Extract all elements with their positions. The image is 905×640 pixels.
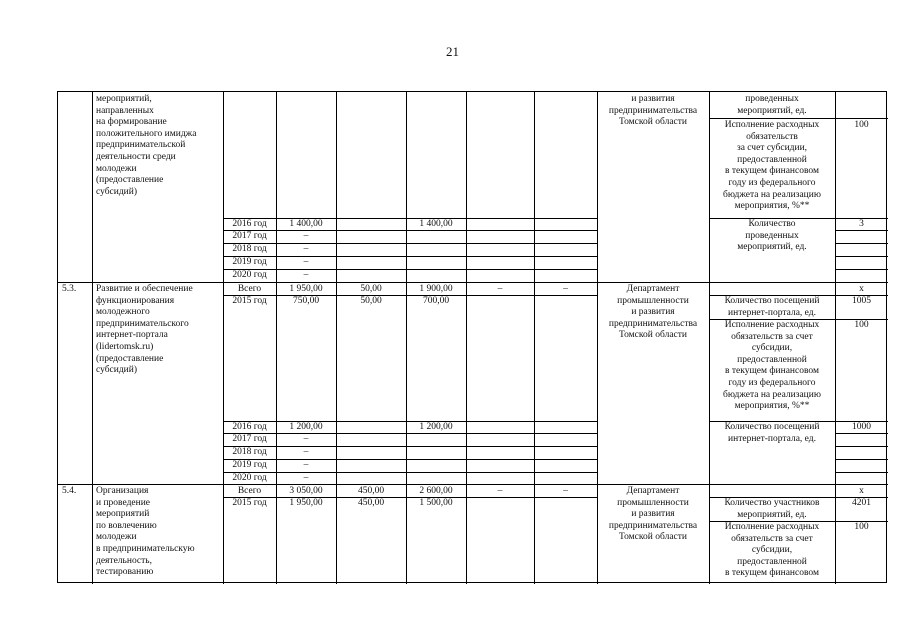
indicator-name-line: интернет-портала, ед. bbox=[728, 307, 816, 318]
indicator-name-line: мероприятий, ед. bbox=[737, 242, 807, 253]
executor-line: промышленности bbox=[617, 497, 689, 508]
year-cell: 2018 год bbox=[232, 244, 267, 254]
executor-line: предпринимательства bbox=[608, 520, 698, 531]
indicator-name-line: Количество участников bbox=[724, 498, 820, 508]
total-cell: – bbox=[303, 257, 309, 267]
indicator-value: 100 bbox=[854, 522, 869, 532]
year-cell: 2019 год bbox=[232, 460, 267, 470]
total-cell: 3 050,00 bbox=[289, 486, 323, 496]
total-cell: 1 200,00 bbox=[289, 422, 323, 432]
grid-hline bbox=[835, 243, 888, 244]
grid-vline bbox=[709, 92, 710, 584]
indicator-value: х bbox=[859, 284, 864, 294]
program-table bbox=[57, 91, 887, 583]
total-cell: 1 400,00 bbox=[289, 219, 323, 229]
grid-hline bbox=[835, 256, 888, 257]
measure-name-line: предпринимательской bbox=[96, 140, 186, 151]
total-cell: – bbox=[303, 434, 309, 444]
measure-name-line: (предоставление bbox=[96, 353, 164, 364]
indicator-name-line: проведенных bbox=[745, 94, 799, 104]
measure-name-line: положительного имиджа bbox=[96, 128, 197, 139]
executor-line: и развития bbox=[631, 94, 675, 104]
indicator-name-line: мероприятий, ед. bbox=[737, 105, 807, 116]
indicator-name-line: проведенных bbox=[745, 230, 799, 241]
indicator-name-line: в текущем финансовом bbox=[725, 166, 819, 177]
measure-name-line: деятельности среди bbox=[96, 152, 176, 162]
regional-cell: 1 900,00 bbox=[419, 284, 453, 294]
measure-name-line: молодежи bbox=[96, 163, 137, 174]
measure-name-line: и проведение bbox=[96, 497, 150, 508]
measure-name-line: деятельность, bbox=[96, 555, 153, 566]
measure-name-line: функционирования bbox=[96, 295, 175, 306]
indicator-name-line: за счет субсидии, bbox=[736, 143, 808, 154]
total-cell: – bbox=[303, 231, 309, 241]
total-cell: – bbox=[303, 447, 309, 457]
indicator-name-line: Количество bbox=[748, 219, 796, 229]
federal-cell: 50,00 bbox=[360, 284, 382, 294]
other-cell: – bbox=[563, 486, 568, 496]
grid-vline bbox=[223, 92, 224, 584]
grid-vline bbox=[92, 92, 93, 584]
measure-name-line: субсидий) bbox=[96, 365, 138, 376]
year-cell: 2016 год bbox=[232, 219, 267, 229]
executor-line: и развития bbox=[631, 307, 675, 318]
indicator-value: 1005 bbox=[852, 296, 871, 306]
measure-name-line: молодежного bbox=[96, 307, 150, 318]
total-cell: – bbox=[303, 270, 309, 280]
year-cell: 2015 год bbox=[232, 296, 267, 306]
year-cell: Всего bbox=[237, 486, 262, 496]
regional-cell: 1 200,00 bbox=[419, 422, 453, 432]
regional-cell: 1 400,00 bbox=[419, 219, 453, 229]
executor-line: Томской области bbox=[619, 532, 687, 543]
federal-cell: 50,00 bbox=[360, 296, 382, 306]
measure-number: 5.3. bbox=[62, 284, 77, 294]
indicator-name-line: мероприятия, %** bbox=[734, 401, 810, 412]
year-cell: 2016 год bbox=[232, 422, 267, 432]
indicator-value: 4201 bbox=[852, 498, 871, 508]
indicator-name-line: в текущем финансовом bbox=[725, 568, 819, 579]
indicator-name-line: Количество посещений bbox=[724, 296, 820, 306]
indicator-name-line: обязательств за счет bbox=[731, 331, 813, 342]
grid-vline bbox=[276, 92, 277, 584]
total-cell: 1 950,00 bbox=[289, 284, 323, 294]
year-cell: 2019 год bbox=[232, 257, 267, 267]
executor-line: и развития bbox=[631, 509, 675, 520]
executor-line: Департамент bbox=[626, 284, 680, 294]
indicator-name-line: мероприятия, %** bbox=[734, 201, 810, 212]
grid-vline bbox=[597, 92, 598, 584]
indicator-name-line: субсидии, bbox=[751, 343, 793, 354]
measure-name-line: в предпринимательскую bbox=[96, 544, 195, 554]
measure-name-line: мероприятий, bbox=[96, 94, 152, 104]
total-cell: 1 950,00 bbox=[289, 498, 323, 508]
regional-cell: 1 500,00 bbox=[419, 498, 453, 508]
executor-line: Томской области bbox=[619, 117, 687, 128]
federal-cell: 450,00 bbox=[357, 486, 385, 496]
other-cell: – bbox=[563, 284, 568, 294]
grid-hline bbox=[835, 472, 888, 473]
measure-name-line: предпринимательского bbox=[96, 318, 189, 329]
local-cell: – bbox=[497, 284, 503, 294]
year-cell: 2017 год bbox=[232, 231, 267, 241]
grid-hline bbox=[835, 459, 888, 460]
measure-name-line: мероприятий bbox=[96, 509, 150, 520]
year-cell: 2020 год bbox=[232, 473, 267, 483]
indicator-name-line: предоставленной bbox=[737, 556, 807, 567]
grid-hline bbox=[58, 282, 888, 283]
indicator-name-line: Исполнение расходных bbox=[724, 320, 820, 330]
indicator-value: 100 bbox=[854, 320, 869, 330]
indicator-name-line: в текущем финансовом bbox=[725, 366, 819, 377]
total-cell: – bbox=[303, 460, 309, 470]
measure-name-line: по вовлечению bbox=[96, 520, 157, 531]
regional-cell: 2 600,00 bbox=[419, 486, 453, 496]
indicator-name-line: интернет-портала, ед. bbox=[728, 433, 816, 444]
measure-name-line: субсидий) bbox=[96, 186, 138, 197]
page-number: 21 bbox=[446, 44, 459, 59]
executor-line: Департамент bbox=[626, 486, 680, 496]
indicator-value: 1000 bbox=[852, 422, 871, 432]
grid-vline bbox=[835, 92, 836, 584]
indicator-name-line: Количество посещений bbox=[724, 422, 820, 432]
indicator-name-line: предоставленной bbox=[737, 154, 807, 165]
total-cell: – bbox=[303, 473, 309, 483]
executor-line: предпринимательства bbox=[608, 318, 698, 329]
indicator-name-line: мероприятий, ед. bbox=[737, 509, 807, 520]
measure-name-line: направленных bbox=[96, 105, 154, 116]
grid-vline bbox=[406, 92, 407, 584]
measure-name-line: молодежи bbox=[96, 532, 137, 543]
indicator-value: 3 bbox=[859, 219, 864, 229]
regional-cell: 700,00 bbox=[422, 296, 450, 306]
indicator-name-line: году из федерального bbox=[728, 378, 816, 388]
year-cell: 2017 год bbox=[232, 434, 267, 444]
federal-cell: 450,00 bbox=[357, 498, 385, 508]
year-cell: 2020 год bbox=[232, 270, 267, 280]
indicator-name-line: Исполнение расходных bbox=[724, 522, 820, 532]
executor-line: предпринимательства bbox=[608, 105, 698, 116]
indicator-name-line: году из федерального bbox=[728, 178, 816, 188]
measure-name-line: (предоставление bbox=[96, 175, 164, 186]
measure-name-line: Организация bbox=[96, 486, 149, 496]
grid-hline bbox=[709, 118, 888, 119]
indicator-name-line: бюджета на реализацию bbox=[723, 189, 821, 200]
indicator-name-line: субсидии, bbox=[751, 545, 793, 556]
indicator-value: х bbox=[859, 486, 864, 496]
grid-vline bbox=[336, 92, 337, 584]
grid-vline bbox=[534, 92, 535, 584]
measure-name-line: тестированию bbox=[96, 567, 154, 578]
indicator-name-line: бюджета на реализацию bbox=[723, 389, 821, 400]
grid-hline bbox=[835, 269, 888, 270]
local-cell: – bbox=[497, 486, 503, 496]
indicator-value: 100 bbox=[854, 120, 869, 130]
grid-hline bbox=[58, 484, 888, 485]
year-cell: 2018 год bbox=[232, 447, 267, 457]
measure-name-line: Развитие и обеспечение bbox=[96, 284, 193, 294]
measure-name-line: интернет-портала bbox=[96, 330, 168, 341]
total-cell: 750,00 bbox=[292, 296, 320, 306]
year-cell: Всего bbox=[237, 284, 262, 294]
total-cell: – bbox=[303, 244, 309, 254]
executor-line: промышленности bbox=[617, 295, 689, 306]
indicator-name-line: Исполнение расходных bbox=[724, 120, 820, 130]
measure-name-line: (lidertomsk.ru) bbox=[96, 342, 154, 352]
indicator-name-line: предоставленной bbox=[737, 354, 807, 365]
indicator-name-line: обязательств за счет bbox=[731, 533, 813, 544]
grid-hline bbox=[835, 446, 888, 447]
executor-line: Томской области bbox=[619, 330, 687, 341]
measure-name-line: на формирование bbox=[96, 117, 167, 128]
grid-vline bbox=[466, 92, 467, 584]
measure-number: 5.4. bbox=[62, 486, 77, 496]
year-cell: 2015 год bbox=[232, 498, 267, 508]
indicator-name-line: обязательств bbox=[746, 131, 798, 142]
